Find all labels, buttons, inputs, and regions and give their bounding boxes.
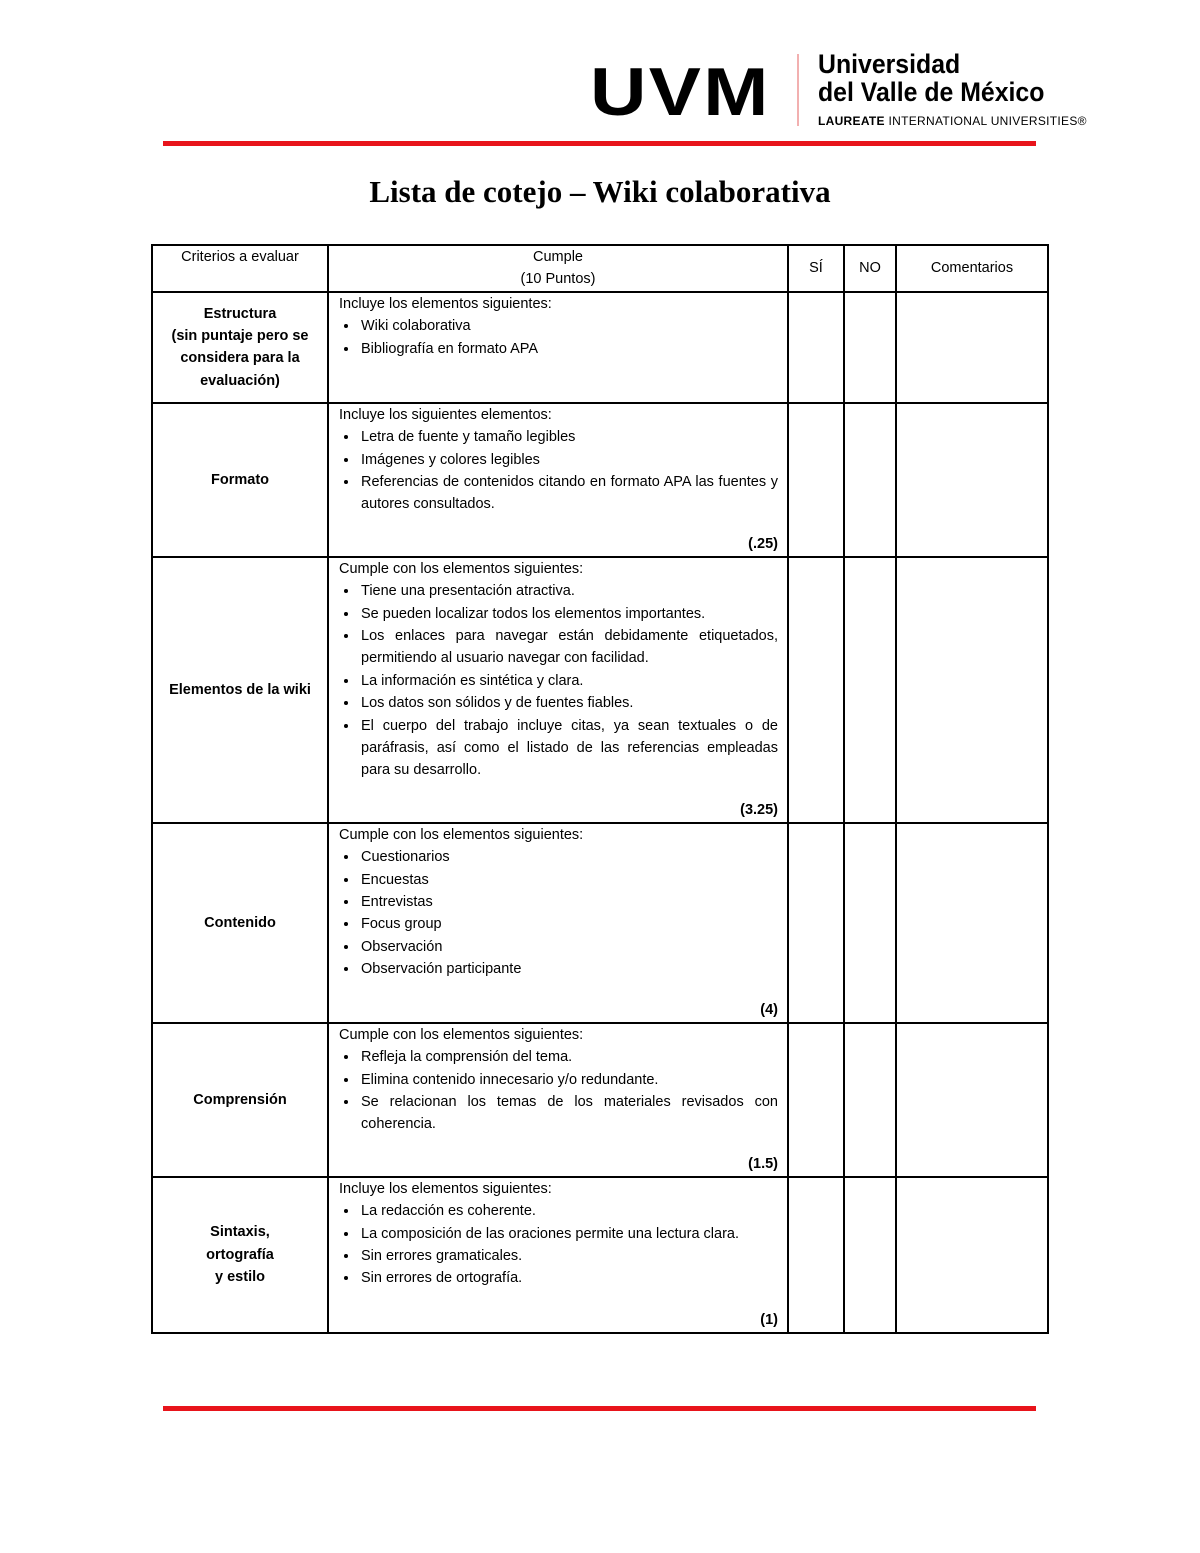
logo-tagline: LAUREATE INTERNATIONAL UNIVERSITIES®: [818, 114, 1087, 128]
criterion-points: (1): [760, 1312, 778, 1329]
header-si: SÍ: [788, 245, 844, 292]
criterion-item: • Se relacionan los temas de los materiales revisados con coherencia.: [359, 1091, 778, 1136]
si-cell[interactable]: [788, 1177, 844, 1333]
criterion-description: [328, 557, 788, 823]
criterion-item: • Referencias de contenidos citando en formato APA las fuentes y autores consultados.: [359, 471, 778, 516]
criterion-intro: Cumple con los elementos siguientes:: [339, 560, 584, 577]
criterion-item: • La redacción es coherente.: [359, 1200, 778, 1222]
header-criterios: Criterios a evaluar: [152, 245, 328, 292]
criterion-item: • Elimina contenido innecesario y/o redundante.: [359, 1069, 778, 1091]
criterion-item: • Wiki colaborativa: [359, 315, 778, 337]
criterion-item: • Encuestas: [359, 869, 778, 891]
criterion-item: • Observación: [359, 936, 778, 958]
footer-rule: [163, 1406, 1036, 1411]
criterion-item: • Cuestionarios: [359, 846, 778, 868]
no-cell[interactable]: [844, 403, 896, 557]
table-row: [152, 403, 1048, 557]
criterion-intro: Incluye los siguientes elementos:: [339, 406, 552, 423]
table-row: [152, 557, 1048, 823]
header-rule: [163, 141, 1036, 146]
criterion-item: • Bibliografía en formato APA: [359, 338, 778, 360]
header-cumple: Cumple (10 Puntos): [328, 245, 788, 292]
comentarios-cell[interactable]: [896, 557, 1048, 823]
comentarios-cell[interactable]: [896, 292, 1048, 403]
criterion-item: • La información es sintética y clara.: [359, 670, 778, 692]
criterion-item: • Sin errores de ortografía.: [359, 1267, 778, 1289]
checklist-table: [151, 244, 1049, 1334]
header-row: [152, 245, 1048, 292]
comentarios-cell[interactable]: [896, 1023, 1048, 1177]
no-cell[interactable]: [844, 557, 896, 823]
criterion-intro: Cumple con los elementos siguientes:: [339, 1026, 584, 1043]
criterion-item: • Los enlaces para navegar están debidamente etiquetados, permitiendo al usuario navegar con facilidad.: [359, 625, 778, 670]
criterion-description: [328, 292, 788, 403]
uvm-logo: [590, 49, 1087, 130]
criterion-description: [328, 403, 788, 557]
criterion-item: • Se pueden localizar todos los elementos importantes.: [359, 603, 778, 625]
criterion-item: • Letra de fuente y tamaño legibles: [359, 426, 778, 448]
si-cell[interactable]: [788, 1023, 844, 1177]
table-row: [152, 1177, 1048, 1333]
criterion-item: • Imágenes y colores legibles: [359, 449, 778, 471]
no-cell[interactable]: [844, 1177, 896, 1333]
logo-name: Universidad del Valle de México: [818, 49, 1045, 107]
header-no: NO: [844, 245, 896, 292]
criterion-points: (1.5): [748, 1156, 778, 1173]
criterion-item: • Focus group: [359, 913, 778, 935]
comentarios-cell[interactable]: [896, 823, 1048, 1023]
si-cell[interactable]: [788, 292, 844, 403]
criterion-name: Contenido: [152, 823, 328, 1023]
criterion-item: • El cuerpo del trabajo incluye citas, ya sean textuales o de paráfrasis, así como el listado de las referencias empleadas para su desarrollo.: [359, 715, 778, 782]
criterion-item: • Los datos son sólidos y de fuentes fiables.: [359, 692, 778, 714]
criterion-name: Formato: [152, 403, 328, 557]
table-row: [152, 1023, 1048, 1177]
criterion-points: (3.25): [740, 802, 778, 819]
criterion-intro: Cumple con los elementos siguientes:: [339, 826, 584, 843]
no-cell[interactable]: [844, 823, 896, 1023]
header-comentarios: Comentarios: [896, 245, 1048, 292]
criterion-intro: Incluye los elementos siguientes:: [339, 1180, 552, 1197]
criterion-item: • Tiene una presentación atractiva.: [359, 580, 778, 602]
si-cell[interactable]: [788, 557, 844, 823]
criterion-intro: Incluye los elementos siguientes:: [339, 295, 552, 312]
criterion-name: Sintaxis, ortografía y estilo: [152, 1177, 328, 1333]
criterion-item: • Refleja la comprensión del tema.: [359, 1046, 778, 1068]
si-cell[interactable]: [788, 403, 844, 557]
no-cell[interactable]: [844, 1023, 896, 1177]
page-title: Lista de cotejo – Wiki colaborativa: [369, 174, 831, 209]
comentarios-cell[interactable]: [896, 403, 1048, 557]
criterion-item: • Observación participante: [359, 958, 778, 980]
no-cell[interactable]: [844, 292, 896, 403]
logo-mark: UVM: [590, 54, 771, 130]
criterion-points: (4): [760, 1002, 778, 1019]
logo-divider: [797, 54, 799, 126]
criterion-points: (.25): [748, 536, 778, 553]
table-row: [152, 292, 1048, 403]
criterion-name: Elementos de la wiki: [152, 557, 328, 823]
criterion-item: • Entrevistas: [359, 891, 778, 913]
si-cell[interactable]: [788, 823, 844, 1023]
criterion-item: • Sin errores gramaticales.: [359, 1245, 778, 1267]
comentarios-cell[interactable]: [896, 1177, 1048, 1333]
criterion-description: [328, 1177, 788, 1333]
criterion-item: • La composición de las oraciones permite una lectura clara.: [359, 1223, 778, 1245]
criterion-name: Estructura (sin puntaje pero se considera para la evaluación): [152, 292, 328, 403]
criterion-description: [328, 823, 788, 1023]
criterion-description: [328, 1023, 788, 1177]
criterion-name: Comprensión: [152, 1023, 328, 1177]
table-row: [152, 823, 1048, 1023]
